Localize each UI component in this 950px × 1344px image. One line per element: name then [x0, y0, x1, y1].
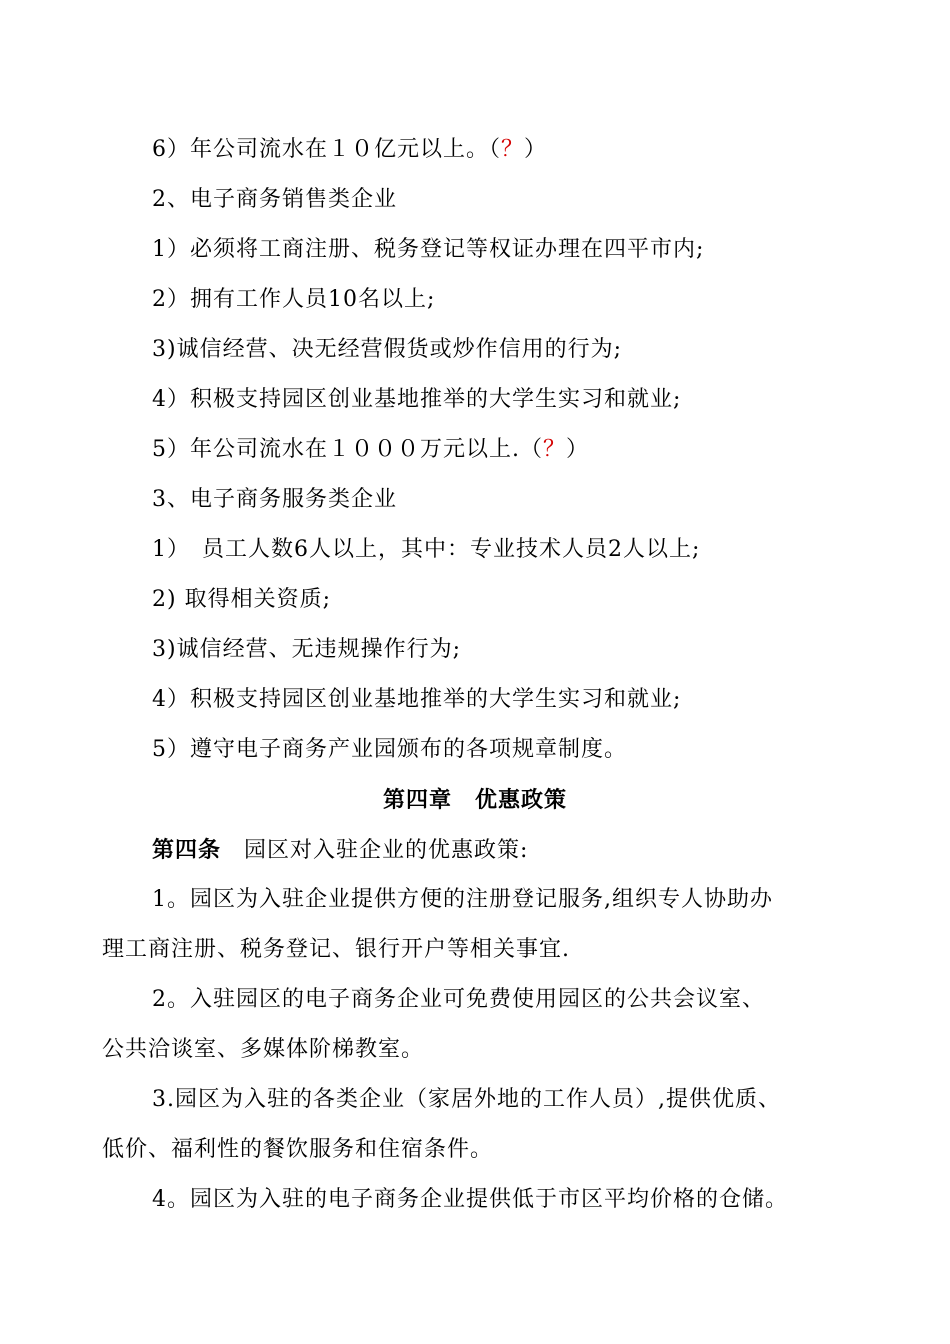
question-mark: ？: [543, 437, 567, 462]
policy-line-continued: 低价、福利性的餐饮服务和住宿条件。: [102, 1137, 494, 1162]
requirement-line: 3)诚信经营、无违规操作行为;: [152, 637, 461, 662]
requirement-line: 5）遵守电子商务产业园颁布的各项规章制度。: [152, 737, 627, 762]
policy-line: 1。园区为入驻企业提供方便的注册登记服务,组织专人协助办: [152, 887, 773, 912]
policy-line: 2。入驻园区的电子商务企业可免费使用园区的公共会议室、: [152, 987, 765, 1012]
article-line: [152, 836, 528, 865]
requirement-line: 4）积极支持园区创业基地推举的大学生实习和就业;: [152, 387, 682, 412]
question-mark: ？: [501, 137, 525, 162]
requirement-line: 5）年公司流水在１０００万元以上.（？）: [152, 437, 590, 462]
policy-line-continued: 理工商注册、税务登记、银行开户等相关事宜.: [102, 937, 570, 962]
section-heading-sales: 2、电子商务销售类企业: [152, 187, 397, 212]
article-label: 第四条: [152, 837, 222, 863]
chapter-title: 第四章 优惠政策: [382, 787, 567, 813]
requirement-line: 1）必须将工商注册、税务登记等权证办理在四平市内;: [152, 237, 705, 262]
requirement-line: 6）年公司流水在１０亿元以上。（？）: [152, 137, 548, 162]
requirement-line: 2) 取得相关资质;: [152, 587, 331, 612]
requirement-line: 3)诚信经营、决无经营假货或炒作信用的行为;: [152, 337, 622, 362]
requirement-line: 4）积极支持园区创业基地推举的大学生实习和就业;: [152, 687, 682, 712]
article-text: 园区对入驻企业的优惠政策:: [244, 838, 529, 863]
policy-line: 4。园区为入驻的电子商务企业提供低于市区平均价格的仓储。: [152, 1187, 788, 1212]
requirement-line: 2）拥有工作人员10名以上;: [152, 287, 436, 312]
policy-line: 3.园区为入驻的各类企业（家居外地的工作人员）,提供优质、: [152, 1087, 781, 1112]
requirement-line: 1） 员工人数6人以上，其中：专业技术人员2人以上;: [152, 537, 701, 562]
section-heading-services: 3、电子商务服务类企业: [152, 487, 397, 512]
policy-line-continued: 公共洽谈室、多媒体阶梯教室。: [102, 1037, 425, 1062]
